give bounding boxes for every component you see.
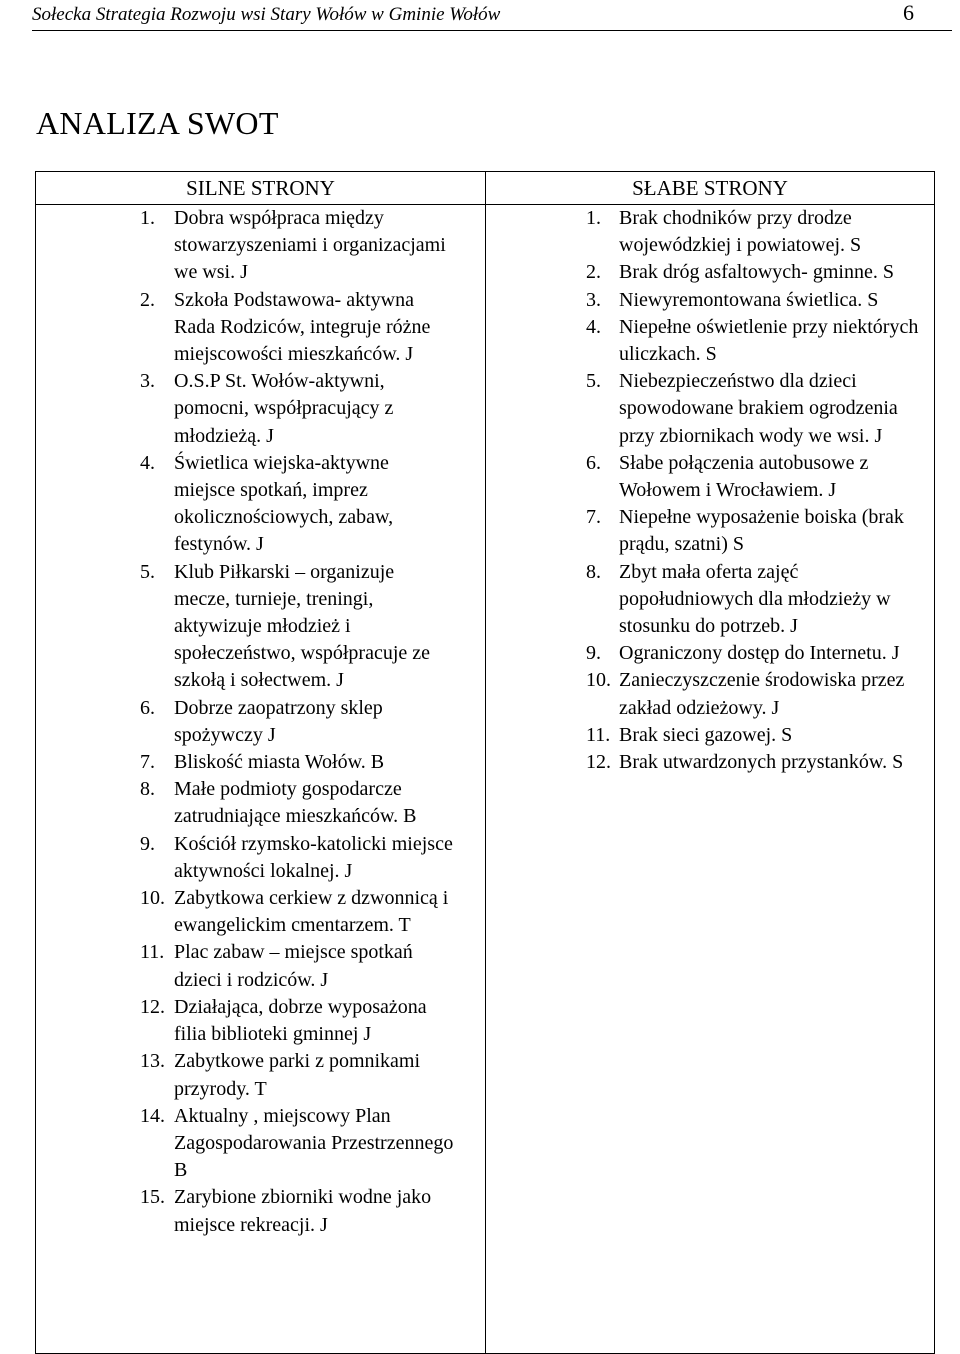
strength-item — [36, 885, 485, 939]
list-item-text: Zanieczyszczenie środowiska przez zakład odzieżowy. J — [619, 669, 905, 719]
page-number: 6 — [903, 0, 914, 25]
list-item-number: 8. — [586, 560, 601, 583]
strengths-list — [36, 205, 485, 1239]
list-item-text: Brak sieci gazowej. S — [619, 723, 793, 746]
list-item-text: Klub Piłkarski – organizuje mecze, turnieje, treningi, aktywizuje młodzież i społeczeństwo, współpracuje ze szkołą i sołectwem. J — [174, 560, 431, 692]
weakness-item — [486, 504, 934, 558]
list-item-text: Szkoła Podstawowa- aktywna Rada Rodziców, integruje różne miejscowości mieszkańców. J — [174, 288, 431, 366]
list-item-number: 6. — [586, 451, 601, 474]
strength-item — [36, 450, 485, 559]
list-item-text: Niepełne oświetlenie przy niektórych uliczkach. S — [619, 315, 919, 366]
list-item-number: 2. — [140, 288, 155, 311]
list-item-number: 10. — [140, 887, 165, 910]
list-item-text: Brak chodników przy drodze wojewódzkiej i powiatowej. S — [619, 207, 862, 257]
list-item-text: Zabytkowe parki z pomnikami przyrody. T — [174, 1050, 421, 1100]
strength-item — [36, 749, 485, 776]
list-item-number: 5. — [586, 370, 601, 393]
strength-item — [36, 368, 485, 450]
list-item-number: 11. — [586, 723, 611, 746]
list-item-text: Brak utwardzonych przystanków. S — [619, 751, 904, 774]
list-item-number: 13. — [140, 1050, 165, 1073]
list-item-number: 3. — [140, 370, 155, 393]
weaknesses-list — [486, 205, 934, 776]
list-item-text: Ograniczony dostęp do Internetu. J — [619, 642, 900, 665]
list-item-text: Zabytkowa cerkiew z dzwonnicą i ewangelickim cmentarzem. T — [174, 887, 449, 937]
list-item-number: 12. — [586, 751, 611, 774]
weakness-item — [486, 722, 934, 749]
list-item-number: 10. — [586, 669, 611, 692]
list-item-number: 9. — [586, 642, 601, 665]
strength-item — [36, 559, 485, 695]
page-title: ANALIZA SWOT — [36, 105, 279, 141]
list-item-number: 5. — [140, 560, 155, 583]
weakness-item — [486, 205, 934, 259]
weakness-item — [486, 450, 934, 504]
weakness-item — [486, 749, 934, 776]
list-item-number: 9. — [140, 832, 155, 855]
strength-item — [36, 287, 485, 369]
strength-item — [36, 695, 485, 749]
weakness-item — [486, 667, 934, 721]
list-item-number: 1. — [586, 207, 601, 229]
list-item-text: Świetlica wiejska-aktywne miejsce spotkań, imprez okolicznościowych, zabaw, festynów. J — [174, 451, 394, 556]
list-item-number: 1. — [140, 207, 155, 229]
list-item-text: Kościół rzymsko-katolicki miejsce aktywności lokalnej. J — [174, 832, 453, 882]
swot-table — [35, 171, 935, 1354]
list-item-number: 7. — [586, 506, 601, 529]
swot-header-row — [36, 172, 935, 205]
list-item-number: 8. — [140, 778, 155, 801]
list-item-number: 12. — [140, 995, 165, 1018]
strength-item — [36, 1048, 485, 1102]
list-item-number: 2. — [586, 261, 601, 284]
list-item-text: Niewyremontowana świetlica. S — [619, 288, 879, 311]
list-item-text: Małe podmioty gospodarcze zatrudniające mieszkańców. B — [174, 778, 417, 828]
list-item-text: Niepełne wyposażenie boiska (brak prądu, szatni) S — [619, 506, 904, 556]
strength-item — [36, 831, 485, 885]
list-item-text: Zbyt mała oferta zajęć popołudniowych dla młodzieży w stosunku do potrzeb. J — [619, 560, 891, 638]
list-item-text: Aktualny , miejscowy Plan Zagospodarowania Przestrzennego B — [174, 1104, 454, 1182]
strengths-heading: SILNE STRONY — [36, 172, 486, 205]
weakness-item — [486, 314, 934, 368]
list-item-number: 15. — [140, 1186, 165, 1209]
list-item-number: 7. — [140, 751, 155, 774]
list-item-number: 14. — [140, 1104, 165, 1127]
document-title: Sołecka Strategia Rozwoju wsi Stary Wołów w Gminie Wołów — [32, 4, 501, 25]
strengths-column — [36, 205, 486, 1354]
weakness-item — [486, 368, 934, 450]
strength-item — [36, 1103, 485, 1185]
strength-item — [36, 939, 485, 993]
list-item-number: 4. — [140, 451, 155, 474]
list-item-text: Zarybione zbiorniki wodne jako miejsce rekreacji. J — [174, 1186, 432, 1236]
weaknesses-column — [486, 205, 935, 1354]
list-item-number: 6. — [140, 696, 155, 719]
list-item-text: Dobrze zaopatrzony sklep spożywczy J — [174, 696, 383, 746]
list-item-number: 11. — [140, 941, 165, 964]
strength-item — [36, 776, 485, 830]
weaknesses-heading: SŁABE STRONY — [486, 172, 935, 205]
list-item-text: Niebezpieczeństwo dla dzieci spowodowane brakiem ogrodzenia przy zbiornikach wody we wsi. J — [619, 370, 898, 447]
weakness-item — [486, 559, 934, 641]
weakness-item — [486, 640, 934, 667]
list-item-text: O.S.P St. Wołów-aktywni, pomocni, współpracujący z młodzieżą. J — [174, 370, 394, 447]
list-item-text: Działająca, dobrze wyposażona filia biblioteki gminnej J — [174, 995, 427, 1046]
list-item-text: Brak dróg asfaltowych- gminne. S — [619, 261, 894, 284]
list-item-text: Bliskość miasta Wołów. B — [174, 751, 385, 774]
strength-item — [36, 994, 485, 1048]
list-item-number: 4. — [586, 315, 601, 338]
list-item-text: Dobra współpraca między stowarzyszeniami i organizacjami we wsi. J — [174, 207, 446, 284]
swot-body-row — [36, 205, 935, 1354]
list-item-number: 3. — [586, 288, 601, 311]
strength-item — [36, 1184, 485, 1238]
list-item-text: Plac zabaw – miejsce spotkań dzieci i rodziców. J — [174, 941, 413, 991]
strength-item — [36, 205, 485, 287]
list-item-text: Słabe połączenia autobusowe z Wołowem i Wrocławiem. J — [619, 451, 869, 502]
weakness-item — [486, 259, 934, 286]
weakness-item — [486, 287, 934, 314]
page-header — [32, 0, 952, 31]
